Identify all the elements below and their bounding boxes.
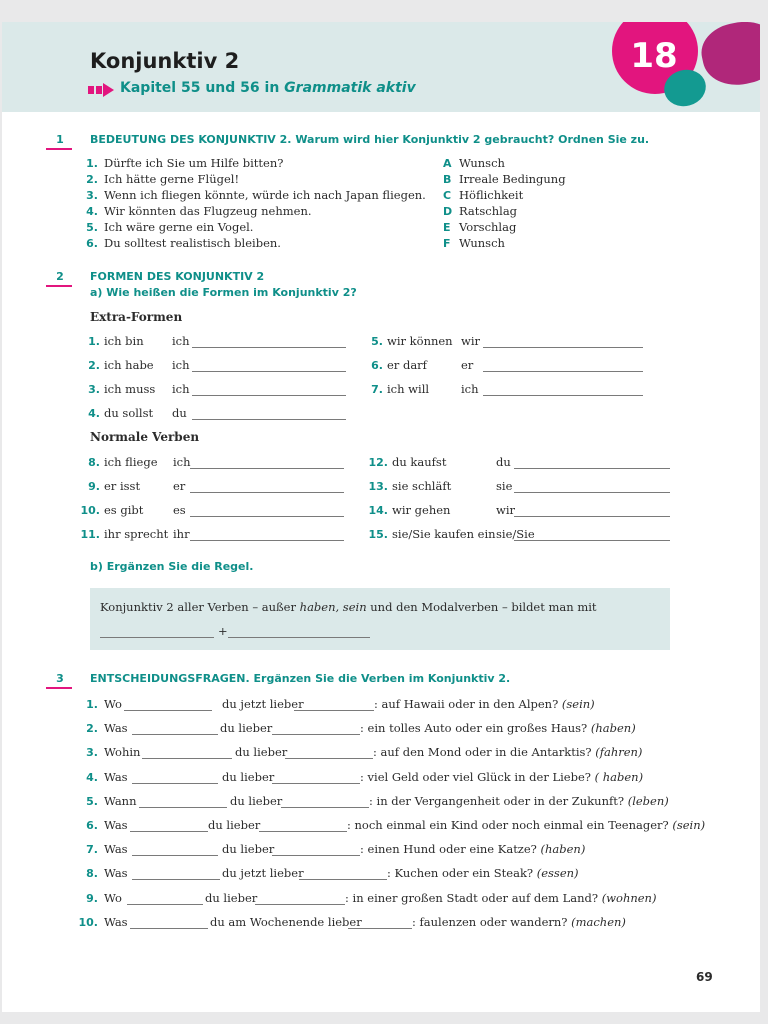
form-number: 4. bbox=[88, 407, 100, 420]
question-word: Was bbox=[104, 842, 128, 857]
answer-blank[interactable] bbox=[514, 540, 670, 541]
rule-blank-1[interactable] bbox=[100, 637, 214, 638]
form-number: 10. bbox=[80, 504, 100, 517]
question-choice bbox=[412, 915, 626, 929]
exercise-2-instruction: FORMEN DES KONJUNKTIV 2 bbox=[90, 270, 265, 283]
question-number: 4. bbox=[86, 770, 98, 784]
question-choice bbox=[345, 891, 656, 905]
item-number: 3. bbox=[86, 189, 98, 202]
question-middle: du lieber bbox=[222, 842, 275, 857]
answer-letter: B bbox=[443, 173, 452, 186]
verb-form: es gibt bbox=[104, 503, 144, 517]
question-middle: du lieber bbox=[205, 890, 258, 905]
question-number: 1. bbox=[86, 698, 98, 711]
item-number: 6. bbox=[86, 237, 98, 250]
form-number: 6. bbox=[371, 359, 383, 372]
question-word: Wann bbox=[104, 793, 137, 808]
question-number: 10. bbox=[78, 915, 98, 929]
infinitive-hint: (fahren) bbox=[595, 745, 643, 760]
verb-form: wir können bbox=[387, 334, 453, 348]
question-choice-text: : ein tolles Auto oder ein großes Haus? bbox=[360, 721, 588, 736]
pronoun: wir bbox=[461, 334, 481, 348]
question-word: Wo bbox=[104, 890, 122, 905]
question-middle: du am Wochenende lieber bbox=[210, 914, 362, 929]
answer-text: Wunsch bbox=[459, 156, 505, 170]
exercise-3-number: 3 bbox=[56, 672, 64, 685]
infinitive-hint: (machen) bbox=[571, 914, 626, 929]
verb-form: ich fliege bbox=[104, 455, 158, 469]
verb-blank[interactable] bbox=[294, 710, 374, 711]
verb-form: sie schläft bbox=[392, 479, 452, 493]
question-number: 9. bbox=[86, 891, 98, 905]
question-middle: du lieber bbox=[222, 769, 275, 784]
question-word: Was bbox=[104, 769, 128, 784]
question-choice-text: : einen Hund oder eine Katze? bbox=[360, 842, 537, 857]
exercise-3-instruction: ENTSCHEIDUNGSFRAGEN. Ergänzen Sie die Verben im Konjunktiv 2. bbox=[90, 672, 511, 685]
pronoun: ich bbox=[461, 382, 479, 396]
exercise-1-instruction: BEDEUTUNG DES KONJUNKTIV 2. Warum wird hier Konjunktiv 2 gebraucht? Ordnen Sie zu. bbox=[90, 133, 650, 146]
book-title: Grammatik aktiv bbox=[284, 80, 416, 96]
verb-blank[interactable] bbox=[139, 807, 227, 808]
exercise-1-marker bbox=[46, 148, 72, 150]
form-number: 13. bbox=[368, 480, 388, 493]
question-choice-text: : viel Geld oder viel Glück in der Liebe? bbox=[360, 769, 591, 784]
verb-form: er darf bbox=[387, 358, 427, 372]
item-sentence: Du solltest realistisch bleiben. bbox=[104, 236, 281, 250]
answer-text: Höflichkeit bbox=[459, 188, 524, 202]
answer-blank[interactable] bbox=[190, 540, 344, 541]
item-sentence: Wenn ich fliegen könnte, würde ich nach Japan fliegen. bbox=[104, 188, 426, 202]
answer-letter: A bbox=[443, 157, 452, 170]
rule-text-italic: haben, sein bbox=[299, 600, 367, 614]
verb-form: ich will bbox=[387, 382, 430, 396]
page-number: 69 bbox=[696, 970, 713, 984]
question-choice bbox=[360, 770, 643, 784]
exercise-3-marker bbox=[46, 687, 72, 689]
form-number: 3. bbox=[88, 383, 100, 396]
item-sentence: Wir könnten das Flugzeug nehmen. bbox=[104, 204, 312, 218]
exercise-2-marker bbox=[46, 285, 72, 287]
question-middle: du lieber bbox=[220, 721, 273, 736]
answer-blank[interactable] bbox=[192, 371, 346, 372]
workbook-page bbox=[2, 22, 760, 1012]
verb-blank[interactable] bbox=[272, 855, 360, 856]
question-choice-text: : Kuchen oder ein Steak? bbox=[387, 866, 534, 881]
pronoun: ich bbox=[172, 382, 190, 396]
verb-form: ich habe bbox=[104, 358, 154, 372]
verb-blank[interactable] bbox=[127, 904, 203, 905]
answer-blank[interactable] bbox=[483, 347, 643, 348]
exercise-2a-instruction: a) Wie heißen die Formen im Konjunktiv 2? bbox=[90, 286, 357, 299]
pronoun: er bbox=[173, 479, 186, 493]
verb-blank[interactable] bbox=[132, 734, 218, 735]
verb-blank[interactable] bbox=[130, 831, 208, 832]
verb-blank[interactable] bbox=[299, 879, 387, 880]
question-number: 7. bbox=[86, 843, 98, 857]
question-choice-text: : faulenzen oder wandern? bbox=[412, 914, 568, 929]
answer-letter: C bbox=[443, 189, 452, 202]
question-number: 6. bbox=[86, 819, 98, 832]
answer-text: Vorschlag bbox=[459, 220, 517, 234]
verb-blank[interactable] bbox=[130, 928, 208, 929]
infinitive-hint: (haben) bbox=[540, 842, 586, 857]
infinitive-hint: (sein) bbox=[672, 818, 706, 832]
question-number: 3. bbox=[86, 746, 98, 760]
form-number: 8. bbox=[88, 456, 100, 469]
question-choice bbox=[360, 842, 585, 856]
verb-blank[interactable] bbox=[255, 904, 345, 905]
answer-blank[interactable] bbox=[483, 371, 643, 372]
answer-blank[interactable] bbox=[192, 395, 346, 396]
question-middle: du lieber bbox=[235, 745, 288, 760]
question-word: Was bbox=[104, 721, 128, 736]
verb-blank[interactable] bbox=[281, 807, 369, 808]
verb-form: ich bin bbox=[104, 334, 144, 348]
pronoun: ihr bbox=[173, 527, 190, 541]
question-choice-text: : noch einmal ein Kind oder noch einmal ein Teenager? bbox=[347, 818, 669, 832]
item-number: 1. bbox=[86, 157, 98, 170]
rule-box bbox=[90, 588, 670, 650]
pronoun: wir bbox=[496, 503, 516, 517]
answer-blank[interactable] bbox=[190, 468, 344, 469]
answer-blank[interactable] bbox=[514, 468, 670, 469]
verb-blank[interactable] bbox=[132, 783, 218, 784]
verb-blank[interactable] bbox=[348, 928, 412, 929]
verb-form: du sollst bbox=[104, 406, 154, 420]
chapter-number: 18 bbox=[630, 36, 678, 76]
pronoun: sie/Sie bbox=[496, 527, 535, 541]
verb-form: wir gehen bbox=[392, 503, 451, 517]
infinitive-hint: (essen) bbox=[536, 866, 579, 881]
answer-text: Wunsch bbox=[459, 236, 505, 250]
rule-plus: + bbox=[218, 624, 228, 638]
chapter-reference bbox=[120, 80, 416, 96]
form-number: 1. bbox=[88, 335, 100, 348]
pronoun: ich bbox=[172, 358, 190, 372]
answer-blank[interactable] bbox=[190, 492, 344, 493]
item-number: 4. bbox=[86, 205, 98, 218]
pronoun: sie bbox=[496, 479, 513, 493]
verb-form: ihr sprecht bbox=[104, 527, 169, 541]
pronoun: er bbox=[461, 358, 474, 372]
verb-blank[interactable] bbox=[124, 710, 212, 711]
verb-form: sie/Sie kaufen ein bbox=[392, 527, 496, 541]
item-number: 2. bbox=[86, 173, 98, 186]
pronoun: es bbox=[173, 503, 186, 517]
page-title: Konjunktiv 2 bbox=[90, 49, 240, 73]
answer-blank[interactable] bbox=[483, 395, 643, 396]
question-word: Wohin bbox=[104, 745, 141, 760]
verb-form: ich muss bbox=[104, 382, 156, 396]
question-middle: du jetzt lieber bbox=[222, 866, 304, 881]
question-choice bbox=[374, 697, 595, 711]
rule-blank-2[interactable] bbox=[228, 637, 370, 638]
rule-text-start: Konjunktiv 2 aller Verben – außer bbox=[100, 600, 300, 614]
verb-blank[interactable] bbox=[132, 855, 218, 856]
infinitive-hint: (sein) bbox=[561, 697, 595, 711]
normal-verbs-heading: Normale Verben bbox=[90, 430, 200, 444]
question-middle: du jetzt lieber bbox=[222, 697, 304, 711]
question-word: Wo bbox=[104, 697, 122, 711]
answer-letter: E bbox=[443, 221, 451, 234]
question-number: 5. bbox=[86, 794, 98, 808]
answer-text: Ratschlag bbox=[459, 204, 518, 218]
verb-blank[interactable] bbox=[132, 879, 220, 880]
item-sentence: Ich wäre gerne ein Vogel. bbox=[104, 220, 254, 234]
verb-form: er isst bbox=[104, 479, 141, 493]
extra-forms-heading: Extra-Formen bbox=[90, 310, 183, 324]
arrow-right-icon bbox=[88, 83, 114, 97]
form-number: 9. bbox=[88, 480, 100, 493]
item-sentence: Dürfte ich Sie um Hilfe bitten? bbox=[104, 156, 284, 170]
question-choice-text: : auf Hawaii oder in den Alpen? bbox=[374, 697, 559, 711]
question-number: 8. bbox=[86, 867, 98, 881]
infinitive-hint: ( haben) bbox=[594, 769, 644, 784]
form-number: 7. bbox=[371, 383, 383, 396]
pronoun: ich bbox=[172, 334, 190, 348]
infinitive-hint: (wohnen) bbox=[601, 890, 657, 905]
item-number: 5. bbox=[86, 221, 98, 234]
form-number: 14. bbox=[368, 504, 388, 517]
answer-blank[interactable] bbox=[192, 347, 346, 348]
verb-blank[interactable] bbox=[272, 734, 360, 735]
form-number: 12. bbox=[368, 456, 388, 469]
infinitive-hint: (leben) bbox=[627, 793, 669, 808]
question-choice bbox=[360, 721, 636, 735]
rule-text-end: und den Modalverben – bildet man mit bbox=[366, 600, 597, 614]
question-word: Was bbox=[104, 866, 128, 881]
verb-blank[interactable] bbox=[142, 758, 232, 759]
question-middle: du lieber bbox=[230, 793, 283, 808]
question-number: 2. bbox=[86, 722, 98, 736]
answer-letter: F bbox=[443, 237, 451, 250]
question-choice bbox=[347, 818, 705, 832]
question-word: Was bbox=[104, 818, 128, 832]
exercise-1-number: 1 bbox=[56, 133, 64, 146]
pronoun: ich bbox=[173, 455, 191, 469]
question-choice bbox=[369, 794, 669, 808]
answer-letter: D bbox=[443, 205, 453, 218]
question-choice-text: : in einer großen Stadt oder auf dem Land? bbox=[345, 890, 599, 905]
form-number: 15. bbox=[368, 528, 388, 541]
question-choice bbox=[373, 745, 642, 759]
form-number: 11. bbox=[80, 528, 100, 541]
answer-blank[interactable] bbox=[190, 516, 344, 517]
pronoun: du bbox=[496, 455, 511, 469]
exercise-2b-instruction: b) Ergänzen Sie die Regel. bbox=[90, 560, 254, 573]
question-choice-text: : auf den Mond oder in die Antarktis? bbox=[373, 745, 592, 760]
item-sentence: Ich hätte gerne Flügel! bbox=[104, 172, 240, 186]
verb-blank[interactable] bbox=[259, 831, 347, 832]
infinitive-hint: (haben) bbox=[590, 721, 636, 736]
question-choice-text: : in der Vergangenheit oder in der Zukunft? bbox=[369, 793, 625, 808]
verb-blank[interactable] bbox=[272, 783, 360, 784]
exercise-2-number: 2 bbox=[56, 270, 64, 283]
pronoun: du bbox=[172, 406, 187, 420]
answer-blank[interactable] bbox=[514, 516, 670, 517]
verb-form: du kaufst bbox=[392, 455, 447, 469]
answer-text: Irreale Bedingung bbox=[459, 172, 566, 186]
verb-blank[interactable] bbox=[285, 758, 373, 759]
rule-text bbox=[100, 600, 597, 614]
form-number: 2. bbox=[88, 359, 100, 372]
form-number: 5. bbox=[371, 335, 383, 348]
question-choice bbox=[387, 866, 579, 880]
chapter-reference-text: Kapitel 55 und 56 in bbox=[120, 80, 285, 96]
answer-blank[interactable] bbox=[192, 419, 346, 420]
question-middle: du lieber bbox=[208, 818, 261, 832]
question-word: Was bbox=[104, 914, 128, 929]
answer-blank[interactable] bbox=[514, 492, 670, 493]
